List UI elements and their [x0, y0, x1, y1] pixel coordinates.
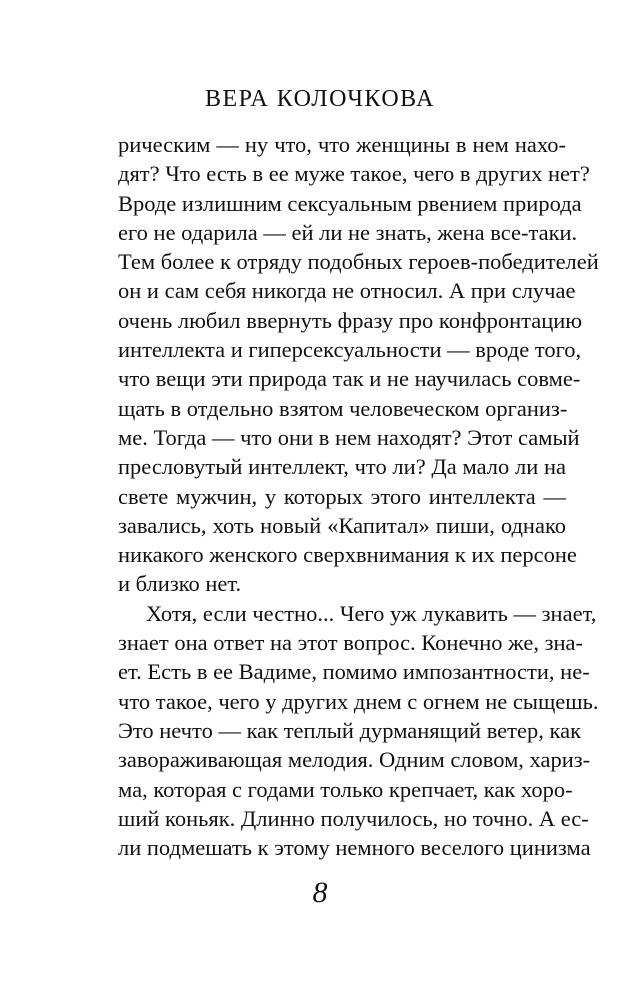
text-line: щать в отдельно взятом человеческом организ-: [118, 395, 568, 421]
text-line: рическим — ну что, что женщины в нем нахо-: [118, 132, 566, 157]
paragraph-2: [118, 599, 599, 863]
text-line: и близко нет.: [118, 571, 242, 597]
paragraph-1: [118, 130, 599, 599]
text-line: завораживающая мелодия. Одним словом, хариз-: [118, 747, 591, 773]
text-line: очень любил ввернуть фразу про конфронтацию: [118, 307, 583, 333]
text-line: дят? Что есть в ее муже такое, чего в других нет?: [118, 161, 590, 187]
text-line: никакого женского сверхвнимания к их персоне: [118, 542, 577, 568]
text-line: Тем более к отряду подобных героев-победителей: [118, 249, 599, 275]
text-line: ший коньяк. Длинно получилось, но точно. А ес-: [118, 805, 589, 831]
text-line: ли подмешать к этому немного веселого цинизма: [118, 835, 591, 861]
text-line: свете мужчин, у которых этого интеллекта —: [118, 483, 566, 509]
text-line: он и сам себя никогда не относил. А при случае: [118, 278, 576, 304]
text-line: ме. Тогда — что они в нем находят? Этот самый: [118, 424, 580, 450]
page-number: 8: [312, 876, 328, 909]
text-line: завались, хоть новый «Капитал» пиши, однако: [118, 512, 566, 538]
text-line: ет. Есть в ее Вадиме, помимо импозантности, не-: [118, 659, 590, 685]
text-line: Хотя, если честно... Чего уж лукавить — знает,: [146, 600, 597, 626]
text-line: знает она ответ на этот вопрос. Конечно же, зна-: [118, 630, 584, 656]
running-head-author: ВЕРА КОЛОЧКОВА: [204, 86, 435, 112]
text-line: его не одарила — ей ли не знать, жена все-таки.: [118, 219, 578, 245]
body-text: [118, 130, 599, 862]
text-line: пресловутый интеллект, что ли? Да мало ли на: [118, 454, 566, 480]
text-line: ма, которая с годами только крепчает, как хоро-: [118, 776, 573, 802]
text-line: Вроде излишним сексуальным рвением природа: [118, 190, 582, 216]
text-line: Это нечто — как теплый дурманящий ветер, как: [118, 717, 581, 743]
text-line: интеллекта и гиперсексуальности — вроде того,: [118, 337, 582, 363]
text-line: что такое, чего у других днем с огнем не сыщешь.: [118, 688, 599, 714]
text-line: что вещи эти природа так и не научилась совме-: [118, 366, 581, 392]
